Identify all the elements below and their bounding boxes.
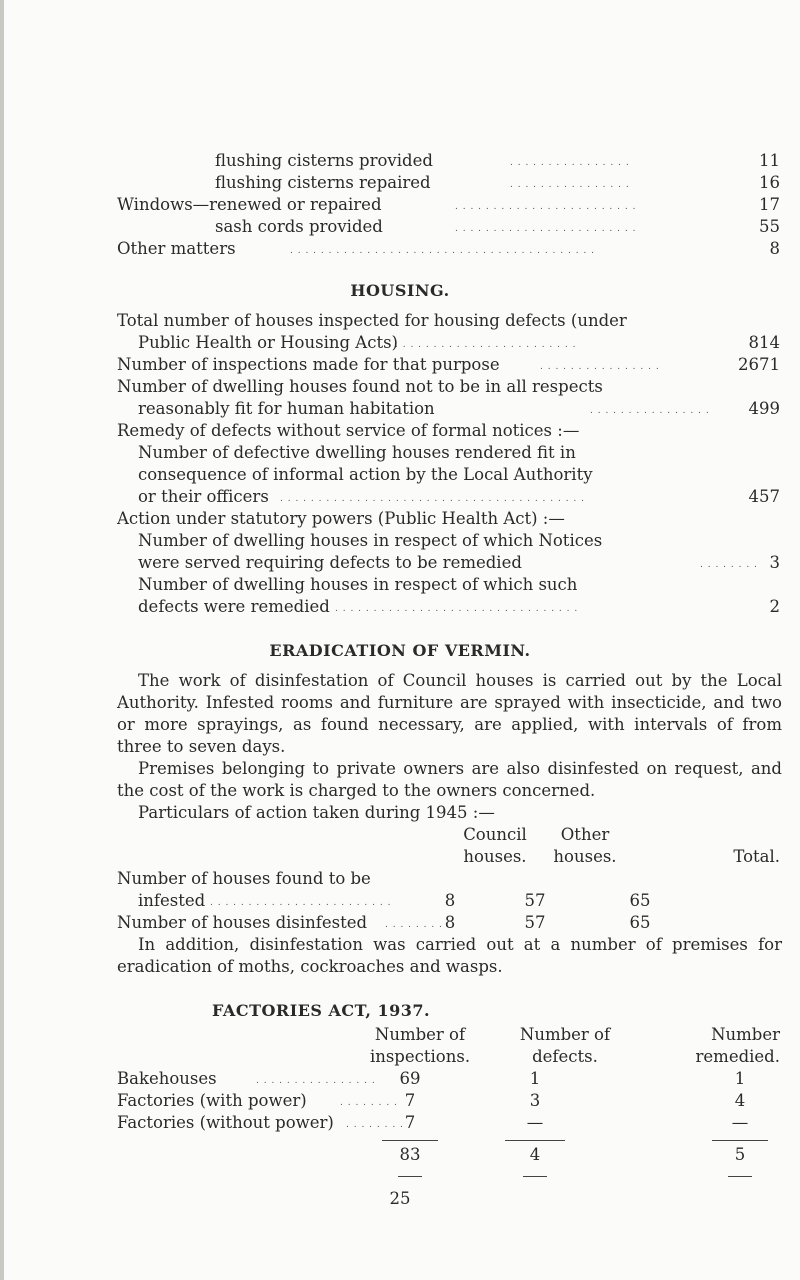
housing-line: defects were remedied xyxy=(138,597,330,616)
housing-line: reasonably fit for human habitation xyxy=(138,399,435,418)
vermin-paragraph-2: Premises belonging to private owners are also disinfested on request, and the cost of the work is charged to the owners concerned. xyxy=(117,759,782,800)
total-cell: 4 xyxy=(529,1145,541,1164)
row-label: Factories (without power) xyxy=(117,1113,334,1132)
leader-dots: . . . . . . . . xyxy=(700,560,758,570)
section-heading-housing: HOUSING. xyxy=(350,281,450,300)
leader-dots: . . . . . . . . xyxy=(340,1098,398,1108)
table-cell: 7 xyxy=(404,1113,416,1132)
housing-line: or their officers xyxy=(138,487,269,506)
column-header: inspections. xyxy=(369,1047,471,1066)
row-label: infested xyxy=(138,891,206,910)
housing-value: 3 xyxy=(769,553,780,572)
column-header: Number of xyxy=(519,1025,611,1044)
list-item-value: 55 xyxy=(759,217,780,236)
total-rule xyxy=(382,1140,438,1141)
column-header: houses. xyxy=(553,847,617,866)
leader-dots: . . . . . . . . xyxy=(346,1120,404,1130)
leader-dots: . . . . . . . . . . . . . . . . . . . . . . . . xyxy=(455,224,637,234)
vermin-particulars: Particulars of action taken during 1945 :— xyxy=(138,803,495,822)
table-cell: 69 xyxy=(399,1069,421,1088)
housing-line: Number of defective dwelling houses rendered fit in xyxy=(138,443,576,462)
table-cell: 4 xyxy=(734,1091,746,1110)
section-heading-factories: FACTORIES ACT, 1937. xyxy=(212,1001,431,1020)
list-item-value: 11 xyxy=(759,151,780,170)
leader-dots: . . . . . . . . . . . . . . . . . . . . . . . . . . . . . . . . . . . . . . . . xyxy=(280,494,586,504)
table-cell: 1 xyxy=(529,1069,541,1088)
list-item-label: Other matters xyxy=(117,239,236,258)
total-underline xyxy=(398,1176,422,1177)
table-cell: 1 xyxy=(734,1069,746,1088)
table-cell: 8 xyxy=(444,913,456,932)
column-header: Total. xyxy=(733,847,780,866)
row-label: Number of houses disinfested xyxy=(117,913,368,932)
housing-value: 814 xyxy=(748,333,780,352)
leader-dots: . . . . . . . . . . . . . . . . . . . . . . . . xyxy=(210,898,392,908)
housing-value: 457 xyxy=(748,487,780,506)
leader-dots: . . . . . . . . . . . . . . . . . . . . . . . . . . . . . . . . . . . . . . . . xyxy=(290,246,596,256)
vermin-paragraph-3: In addition, disinfestation was carried out at a number of premises for eradication of moths, cockroaches and wasps. xyxy=(117,935,782,976)
column-header: remedied. xyxy=(695,1047,780,1066)
list-item-label: flushing cisterns provided xyxy=(215,151,433,170)
column-header: Number of xyxy=(374,1025,466,1044)
column-header: houses. xyxy=(463,847,527,866)
list-item-label: Windows—renewed or repaired xyxy=(117,195,382,214)
page-number: 25 xyxy=(389,1189,411,1208)
leader-dots: . . . . . . . . . . . . . . . . xyxy=(590,406,710,416)
housing-line: Number of dwelling houses in respect of which such xyxy=(138,575,578,594)
housing-line: were served requiring defects to be remedied xyxy=(138,553,522,572)
leader-dots: . . . . . . . . . . . . . . . . xyxy=(256,1076,376,1086)
table-cell: — xyxy=(526,1113,544,1132)
leader-dots: . . . . . . . . . . . . . . . . xyxy=(510,180,630,190)
table-cell: 65 xyxy=(629,891,651,910)
housing-line: Public Health or Housing Acts) xyxy=(138,333,398,352)
row-label: Bakehouses xyxy=(117,1069,217,1088)
vermin-paragraph-1: The work of disinfestation of Council houses is carried out by the Local Authority. Infested rooms and furniture are sprayed with insecticide, and two or more sprayings, as found necessary, are applied, with intervals of from three to seven days. xyxy=(117,671,782,756)
leader-dots: . . . . . . . . . . . . . . . . . . . . . . . . xyxy=(395,340,577,350)
leader-dots: . . . . . . . . . . . . . . . . . . . . . . . . . . . . . . . . xyxy=(335,604,579,614)
housing-line: Action under statutory powers (Public Health Act) :— xyxy=(117,509,565,528)
leader-dots: . . . . . . . . xyxy=(385,920,443,930)
total-rule xyxy=(712,1140,768,1141)
leader-dots: . . . . . . . . . . . . . . . . . . . . . . . . xyxy=(455,202,637,212)
housing-line: Number of dwelling houses in respect of which Notices xyxy=(138,531,603,550)
row-label: Factories (with power) xyxy=(117,1091,307,1110)
housing-line: Number of dwelling houses found not to be in all respects xyxy=(117,377,603,396)
housing-line: Number of inspections made for that purpose xyxy=(117,355,500,374)
row-label: Number of houses found to be xyxy=(117,869,371,888)
leader-dots: . . . . . . . . . . . . . . . . xyxy=(510,158,630,168)
housing-line: consequence of informal action by the Local Authority xyxy=(138,465,593,484)
total-underline xyxy=(728,1176,752,1177)
leader-dots: . . . . . . . . . . . . . . . . xyxy=(540,362,660,372)
housing-line: Total number of houses inspected for housing defects (under xyxy=(117,311,627,330)
table-cell: — xyxy=(731,1113,749,1132)
column-header: Council xyxy=(463,825,527,844)
housing-value: 499 xyxy=(748,399,780,418)
table-cell: 65 xyxy=(629,913,651,932)
table-cell: 8 xyxy=(444,891,456,910)
column-header: defects. xyxy=(532,1047,598,1066)
list-item-value: 17 xyxy=(759,195,780,214)
housing-value: 2 xyxy=(769,597,780,616)
total-underline xyxy=(523,1176,547,1177)
total-cell: 5 xyxy=(734,1145,746,1164)
table-cell: 57 xyxy=(524,913,546,932)
housing-value: 2671 xyxy=(738,355,780,374)
total-rule xyxy=(505,1140,565,1141)
table-cell: 7 xyxy=(404,1091,416,1110)
list-item-value: 8 xyxy=(769,239,780,258)
column-header: Other xyxy=(560,825,610,844)
table-cell: 57 xyxy=(524,891,546,910)
list-item-label: sash cords provided xyxy=(215,217,383,236)
table-cell: 3 xyxy=(529,1091,541,1110)
list-item-value: 16 xyxy=(759,173,780,192)
total-cell: 83 xyxy=(399,1145,421,1164)
column-header: Number xyxy=(711,1025,780,1044)
housing-line: Remedy of defects without service of formal notices :— xyxy=(117,421,580,440)
list-item-label: flushing cisterns repaired xyxy=(215,173,431,192)
section-heading-vermin: ERADICATION OF VERMIN. xyxy=(269,641,531,660)
